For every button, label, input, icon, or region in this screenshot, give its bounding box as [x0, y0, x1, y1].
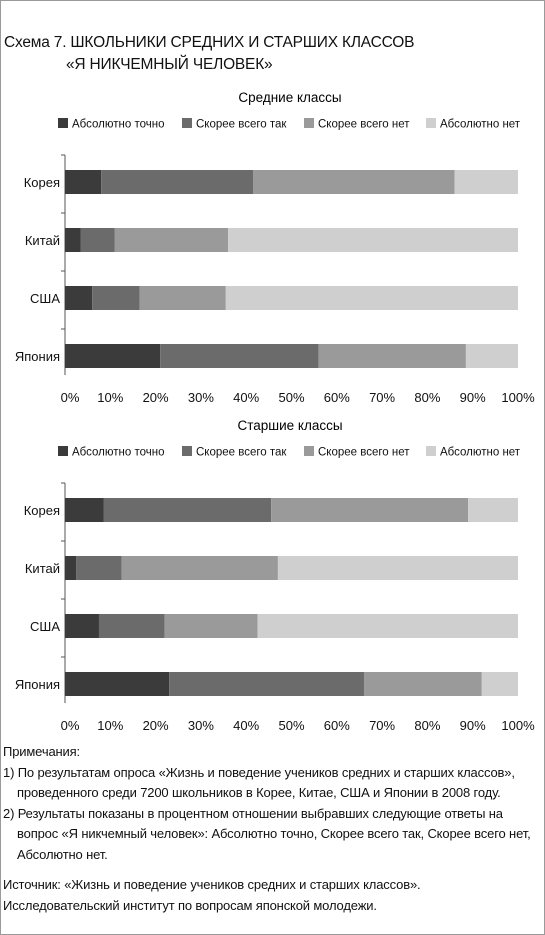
- bar-ssha-absolyutno-net: [258, 614, 518, 638]
- bar-kitay-skoree-vsego-tak: [76, 556, 121, 580]
- note-1: 1) По результатам опроса «Жизнь и поведение учеников средних и старших классов», проведенного среди 7200 школьников в Корее, Китае, США и Японии в 2008 году.: [3, 764, 515, 800]
- x-tick-label: 50%: [278, 390, 305, 405]
- bar-ssha-skoree-vsego-net: [140, 286, 226, 310]
- category-label-yaponiya: Япония: [14, 677, 60, 692]
- legend-label-absolyutno-net: Абсолютно нет: [440, 446, 521, 459]
- bar-ssha-absolyutno-net: [226, 286, 518, 310]
- bar-koreya-absolyutno-tochno: [65, 170, 101, 194]
- x-tick-label: 50%: [278, 718, 305, 733]
- bar-ssha-skoree-vsego-net: [165, 614, 258, 638]
- x-tick-label: 80%: [414, 390, 441, 405]
- chart-title: Старшие классы: [237, 418, 343, 433]
- bar-koreya-skoree-vsego-net: [271, 498, 468, 522]
- x-tick-label: 90%: [459, 390, 486, 405]
- legend-label-absolyutno-tochno: Абсолютно точно: [72, 118, 165, 131]
- chart-high-school: [0, 413, 545, 733]
- note-2: 2) Результаты показаны в процентном отношении выбравших следующие ответы на вопрос «Я никчемный человек»: Абсолютно точно, Скорее всего так, Скорее всего нет, Абсолютно нет.: [3, 805, 531, 862]
- x-tick-label: 0%: [60, 390, 80, 405]
- legend-label-absolyutno-net: Абсолютно нет: [440, 118, 521, 131]
- bar-koreya-skoree-vsego-tak: [101, 170, 253, 194]
- category-label-ssha: США: [30, 619, 60, 634]
- bar-yaponiya-skoree-vsego-net: [319, 344, 466, 368]
- category-label-yaponiya: Япония: [14, 349, 60, 364]
- bar-yaponiya-absolyutno-net: [482, 672, 518, 696]
- x-tick-label: 80%: [414, 718, 441, 733]
- x-tick-label: 40%: [233, 390, 260, 405]
- source-note: Источник: «Жизнь и поведение учеников средних и старших классов». Исследовательский институт по вопросам японской молодежи.: [3, 877, 421, 913]
- x-tick-label: 100%: [501, 390, 535, 405]
- figure-title-line1: Схема 7. ШКОЛЬНИКИ СРЕДНИХ И СТАРШИХ КЛАССОВ: [4, 34, 415, 51]
- legend-label-skoree-vsego-net: Скорее всего нет: [318, 118, 410, 131]
- bar-kitay-absolyutno-tochno: [65, 228, 81, 252]
- x-tick-label: 20%: [142, 390, 169, 405]
- figure-title-line2: «Я НИКЧЕМНЫЙ ЧЕЛОВЕК»: [66, 56, 273, 73]
- x-tick-label: 60%: [323, 718, 350, 733]
- x-tick-label: 30%: [187, 390, 214, 405]
- bar-yaponiya-skoree-vsego-tak: [160, 344, 319, 368]
- x-tick-label: 40%: [233, 718, 260, 733]
- legend-label-skoree-vsego-tak: Скорее всего так: [196, 118, 287, 131]
- chart-title: Средние классы: [238, 90, 342, 105]
- bar-yaponiya-absolyutno-tochno: [65, 344, 160, 368]
- bar-koreya-absolyutno-tochno: [65, 498, 104, 522]
- bar-kitay-absolyutno-net: [278, 556, 518, 580]
- category-label-kitay: Китай: [24, 561, 60, 576]
- figure-title: [4, 32, 414, 76]
- legend-swatch-skoree-vsego-net: [304, 446, 314, 456]
- chart-middle-school: [0, 85, 545, 405]
- x-tick-label: 90%: [459, 718, 486, 733]
- bar-yaponiya-absolyutno-tochno: [65, 672, 169, 696]
- category-label-ssha: США: [30, 291, 60, 306]
- legend-label-skoree-vsego-net: Скорее всего нет: [318, 446, 410, 459]
- bar-kitay-absolyutno-net: [228, 228, 518, 252]
- legend-swatch-absolyutno-net: [426, 446, 436, 456]
- notes-heading: Примечания:: [3, 744, 81, 759]
- legend-swatch-absolyutno-tochno: [58, 118, 68, 128]
- bar-koreya-absolyutno-net: [468, 498, 518, 522]
- legend-label-skoree-vsego-tak: Скорее всего так: [196, 446, 287, 459]
- bar-ssha-skoree-vsego-tak: [99, 614, 165, 638]
- category-label-koreya: Корея: [23, 175, 60, 190]
- category-label-koreya: Корея: [23, 503, 60, 518]
- bar-ssha-skoree-vsego-tak: [92, 286, 140, 310]
- x-tick-label: 10%: [97, 390, 124, 405]
- legend-label-absolyutno-tochno: Абсолютно точно: [72, 446, 165, 459]
- bar-kitay-skoree-vsego-net: [122, 556, 278, 580]
- bar-kitay-skoree-vsego-net: [115, 228, 228, 252]
- bar-koreya-skoree-vsego-tak: [104, 498, 272, 522]
- bar-ssha-absolyutno-tochno: [65, 614, 99, 638]
- x-tick-label: 10%: [97, 718, 124, 733]
- x-tick-label: 30%: [187, 718, 214, 733]
- bar-yaponiya-skoree-vsego-net: [364, 672, 482, 696]
- bar-yaponiya-absolyutno-net: [466, 344, 518, 368]
- bar-koreya-skoree-vsego-net: [253, 170, 455, 194]
- x-tick-label: 20%: [142, 718, 169, 733]
- legend-swatch-skoree-vsego-tak: [182, 118, 192, 128]
- bar-ssha-absolyutno-tochno: [65, 286, 92, 310]
- bar-kitay-absolyutno-tochno: [65, 556, 76, 580]
- bar-yaponiya-skoree-vsego-tak: [169, 672, 364, 696]
- category-label-kitay: Китай: [24, 233, 60, 248]
- x-tick-label: 100%: [501, 718, 535, 733]
- legend-swatch-absolyutno-tochno: [58, 446, 68, 456]
- legend-swatch-skoree-vsego-net: [304, 118, 314, 128]
- x-tick-label: 0%: [60, 718, 80, 733]
- legend-swatch-skoree-vsego-tak: [182, 446, 192, 456]
- x-tick-label: 60%: [323, 390, 350, 405]
- bar-kitay-skoree-vsego-tak: [81, 228, 115, 252]
- legend-swatch-absolyutno-net: [426, 118, 436, 128]
- x-tick-label: 70%: [369, 718, 396, 733]
- x-tick-label: 70%: [369, 390, 396, 405]
- bar-koreya-absolyutno-net: [455, 170, 518, 194]
- notes: [3, 742, 539, 916]
